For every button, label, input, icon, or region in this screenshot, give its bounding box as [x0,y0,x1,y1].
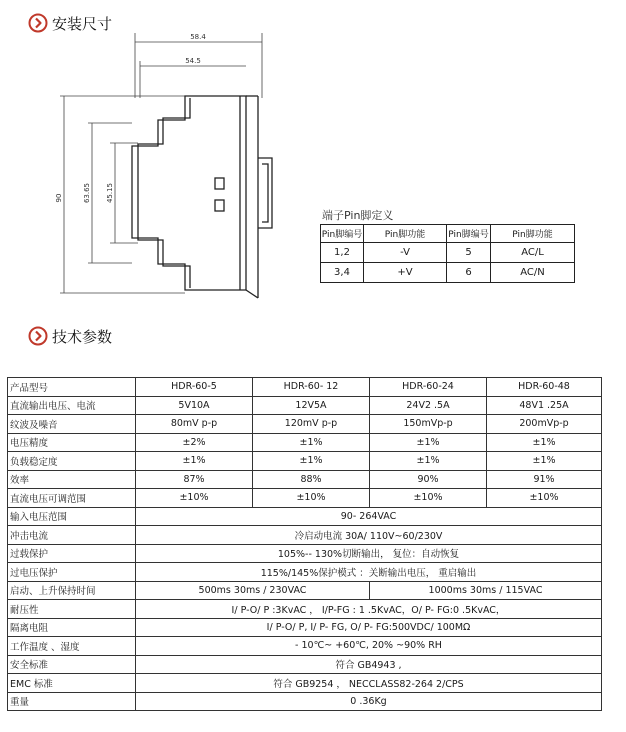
pin-cell: +V [364,263,447,283]
spec-value: 87% [136,470,253,489]
spec-table [7,377,602,711]
spec-value: ±1% [253,452,370,471]
spec-value: 12V5A [253,396,370,415]
spec-value: I/ P-O/ P, I/ P- FG, O/ P- FG:500VDC/ 100MΩ [136,618,602,637]
spec-label: 耐压性 [8,600,136,619]
model-header: HDR-60-24 [370,378,487,397]
spec-value: 24V2 .5A [370,396,487,415]
chevron-right-circle-icon [28,13,48,33]
dim-width-outer-label: 58.4 [190,33,206,41]
spec-value: ±1% [487,452,602,471]
spec-value: - 10℃~ +60℃, 20% ~90% RH [136,637,602,656]
table-row [8,637,602,656]
table-row [8,618,602,637]
table-row [8,581,602,600]
table-row [8,674,602,693]
spec-value: 88% [253,470,370,489]
pin-cell: 5 [447,243,491,263]
spec-label: 纹波及噪音 [8,415,136,434]
pin-cell: AC/N [491,263,575,283]
pin-header-cell: Pin脚功能 [491,225,575,243]
spec-label: 重量 [8,692,136,711]
table-row [8,470,602,489]
spec-label: EMC 标准 [8,674,136,693]
spec-value: 105%-- 130%切断输出， 复位：自动恢复 [136,544,602,563]
spec-value: ±10% [487,489,602,508]
table-row [8,415,602,434]
table-row [8,452,602,471]
spec-label: 直流输出电压、电流 [8,396,136,415]
dimension-drawing [50,28,290,310]
table-row [8,544,602,563]
spec-section-title: 技术参数 [52,327,113,346]
pin-header-cell: Pin脚功能 [364,225,447,243]
spec-label: 安全标准 [8,655,136,674]
table-row [8,563,602,582]
mount-section-title: 安装尺寸 [52,14,113,33]
spec-value: 5V10A [136,396,253,415]
spec-value: 90% [370,470,487,489]
spec-label: 电压精度 [8,433,136,452]
table-row [8,655,602,674]
spec-label: 产品型号 [8,378,136,397]
pin-cell: 3,4 [321,263,364,283]
spec-value: 80mV p-p [136,415,253,434]
table-row [8,378,602,397]
spec-value: 500ms 30ms / 230VAC [136,581,370,600]
spec-label: 直流电压可调范围 [8,489,136,508]
spec-value: 符合 GB9254 ， NECCLASS82-264 2/CPS [136,674,602,693]
table-row [8,600,602,619]
table-row [8,692,602,711]
dim-height-total-label: 90 [55,193,63,203]
spec-value: 200mVp-p [487,415,602,434]
spec-value: 符合 GB4943 , [136,655,602,674]
pin-header-cell: Pin脚编号 [447,225,491,243]
pin-table-caption: 端子Pin脚定义 [322,209,394,222]
spec-value: ±10% [136,489,253,508]
spec-value: 150mVp-p [370,415,487,434]
pin-header-cell: Pin脚编号 [321,225,364,243]
table-row [8,396,602,415]
spec-value: ±1% [253,433,370,452]
spec-value: 0 .36Kg [136,692,602,711]
spec-value: 120mV p-p [253,415,370,434]
spec-value: 115%/145%保护模式 ：关断输出电压， 重启输出 [136,563,602,582]
spec-value: 冷启动电流 30A/ 110V~60/230V [136,526,602,545]
spec-label: 过载保护 [8,544,136,563]
spec-value: 1000ms 30ms / 115VAC [370,581,602,600]
spec-value: ±10% [370,489,487,508]
table-row [8,489,602,508]
pin-cell: 6 [447,263,491,283]
chevron-right-circle-icon [28,326,48,346]
spec-value: I/ P-O/ P :3KvAC ， I/P-FG : 1 .5KvAC，O/ P- FG:0 .5KvAC， [136,600,602,619]
spec-value: ±1% [487,433,602,452]
pin-cell: AC/L [491,243,575,263]
spec-value: 91% [487,470,602,489]
model-header: HDR-60-5 [136,378,253,397]
spec-value: 90- 264VAC [136,507,602,526]
model-header: HDR-60-48 [487,378,602,397]
pin-cell: -V [364,243,447,263]
pin-table-row [321,263,575,283]
pin-table-header [321,225,575,243]
pin-table-row [321,243,575,263]
spec-label: 隔离电阻 [8,618,136,637]
spec-value: ±1% [370,452,487,471]
spec-value: ±10% [253,489,370,508]
spec-value: ±2% [136,433,253,452]
spec-section-header [28,325,112,347]
spec-label: 效率 [8,470,136,489]
spec-value: ±1% [370,433,487,452]
spec-label: 冲击电流 [8,526,136,545]
spec-label: 过电压保护 [8,563,136,582]
spec-label: 启动、上升保持时间 [8,581,136,600]
spec-label: 负载稳定度 [8,452,136,471]
table-row [8,433,602,452]
pin-cell: 1,2 [321,243,364,263]
spec-label: 工作温度 、湿度 [8,637,136,656]
dim-height-inner-label: 45.15 [106,182,114,204]
dim-height-mid-label: 63.65 [83,182,91,204]
spec-label: 输入电压范围 [8,507,136,526]
pin-table [320,224,575,283]
table-row [8,526,602,545]
model-header: HDR-60- 12 [253,378,370,397]
spec-value: 48V1 .25A [487,396,602,415]
table-row [8,507,602,526]
spec-value: ±1% [136,452,253,471]
dim-width-inner-label: 54.5 [185,57,201,65]
